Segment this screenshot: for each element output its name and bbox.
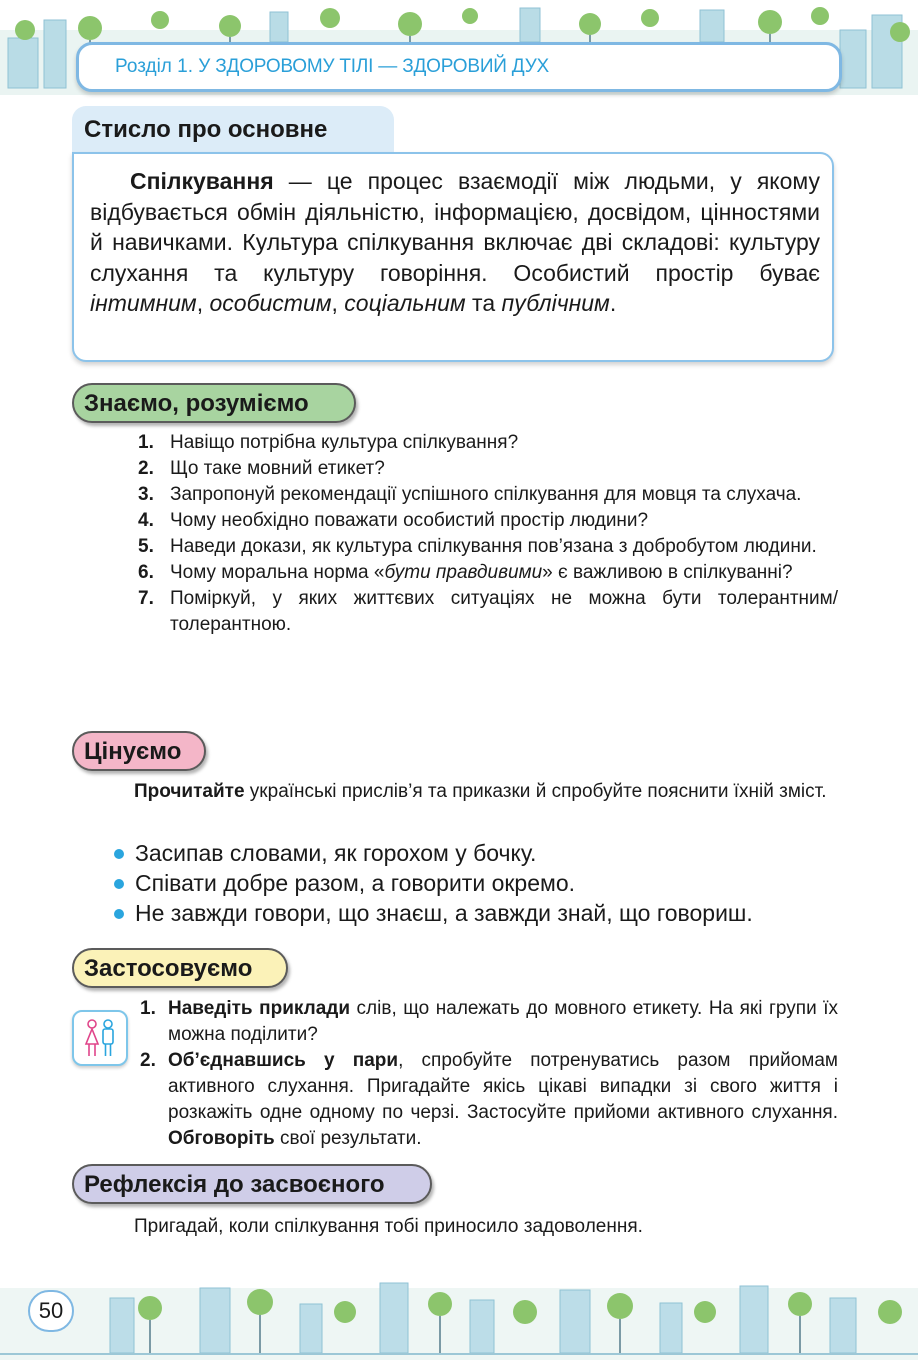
summary-end: .: [609, 290, 617, 316]
proverb-item: [110, 898, 850, 928]
bullet-icon: [114, 879, 124, 889]
section-apply-heading: [72, 948, 288, 988]
item-text: , спробуйте потренуватись разом прийомам активного слухання. Пригадайте якісь цікаві випадки зі свого життя і розкажіть одне одному по черзі. Застосуйте прийоми активного слухання.: [168, 1050, 838, 1123]
item-text: Чому необхідно поважати особистий простір людини?: [170, 510, 649, 531]
term-public: публічним: [501, 290, 610, 316]
item-number: 5.: [138, 536, 154, 557]
item-text: Що таке мовний етикет?: [170, 458, 385, 479]
summary-sep: ,: [331, 290, 345, 316]
list-item: [140, 1048, 838, 1152]
summary-term: Спілкування: [130, 168, 274, 194]
summary-heading-tab: [72, 106, 394, 154]
item-number: 6.: [138, 562, 154, 583]
summary-box: [72, 152, 834, 362]
proverb-text: Засипав словами, як горохом у бочку.: [135, 840, 537, 866]
pair-work-icon: [72, 1010, 128, 1066]
term-social: соціальним: [344, 290, 466, 316]
term-intimate: інтимним: [90, 290, 197, 316]
item-number: 2.: [138, 458, 154, 479]
list-item: [138, 508, 838, 534]
section-know-heading: [72, 383, 356, 423]
summary-sep: та: [465, 290, 502, 316]
item-text-italic: бути правдивими: [384, 562, 543, 583]
section-value-title: Цінуємо: [84, 738, 182, 765]
item-text: » є важливою в спілкуванні?: [542, 562, 793, 583]
list-item: [140, 996, 838, 1048]
item-number: 3.: [138, 484, 154, 505]
summary-title: Стисло про основне: [84, 116, 328, 143]
instruction-text: українські прислів’я та приказки й спробуйте пояснити їхній зміст.: [244, 781, 827, 802]
list-item: [138, 586, 838, 638]
item-text: слів, що належать до мовного етикету. На які групи їх можна поділити?: [168, 998, 838, 1045]
term-personal: особистим: [209, 290, 332, 316]
section-apply-title: Застосовуємо: [84, 955, 253, 982]
item-number: 1.: [138, 432, 154, 453]
apply-tasks-list: [140, 996, 838, 1152]
chapter-header: [76, 42, 842, 92]
item-text-bold: Обговоріть: [168, 1128, 275, 1149]
item-number: 4.: [138, 510, 154, 531]
item-text: Поміркуй, у яких життєвих ситуаціях не можна бути толерантним/толерантною.: [170, 588, 838, 635]
section-reflection-heading: [72, 1164, 432, 1204]
item-text: Навіщо потрібна культура спілкування?: [170, 432, 519, 453]
list-item: [138, 456, 838, 482]
list-item: [138, 560, 838, 586]
item-text: Чому моральна норма «: [170, 562, 385, 583]
value-instruction: [134, 779, 838, 805]
item-text: свої результати.: [274, 1128, 422, 1149]
instruction-verb: Прочитайте: [134, 781, 245, 802]
list-item: [138, 534, 838, 560]
item-text: Наведи докази, як культура спілкування пов’язана з добробутом людини.: [170, 536, 817, 557]
item-text-bold: Наведіть приклади: [168, 998, 351, 1019]
summary-text-part: — це процес взаємодії між людьми, у якому відбувається обмін діяльністю, інформацією, досвідом, цінностями й навичками. Культура спілкування включає дві складові: культуру слухання та культуру говоріння. Особистий простір буває: [90, 168, 820, 286]
proverb-text: Співати добре разом, а говорити окремо.: [135, 870, 575, 896]
list-item: [138, 430, 838, 456]
reflection-text: Пригадай, коли спілкування тобі приносило задоволення.: [134, 1216, 643, 1237]
bullet-icon: [114, 849, 124, 859]
summary-text: [90, 166, 820, 319]
item-text: Запропонуй рекомендації успішного спілкування для мовця та слухача.: [170, 484, 802, 505]
chapter-name: У ЗДОРОВОМУ ТІЛІ — ЗДОРОВИЙ ДУХ: [198, 56, 550, 77]
section-value-heading: [72, 731, 206, 771]
item-number: 1.: [140, 998, 156, 1019]
item-number: 7.: [138, 588, 154, 609]
item-text-bold: Об’єднавшись у пари: [168, 1050, 399, 1071]
proverb-item: [110, 868, 850, 898]
proverb-item: [110, 838, 850, 868]
section-reflection-title: Рефлексія до засвоєного: [84, 1171, 385, 1198]
page-number: 50: [28, 1290, 74, 1332]
section-know-title: Знаємо, розуміємо: [84, 390, 309, 417]
item-number: 2.: [140, 1050, 156, 1071]
city-decoration-bottom: [0, 1268, 918, 1360]
proverbs-list: [110, 838, 850, 928]
summary-sep: ,: [196, 290, 210, 316]
chapter-label: Розділ 1.: [115, 56, 194, 77]
proverb-text: Не завжди говори, що знаєш, а завжди знай, що говориш.: [135, 900, 753, 926]
bullet-icon: [114, 909, 124, 919]
questions-list: [138, 430, 838, 638]
chapter-title: [115, 56, 549, 78]
list-item: [138, 482, 838, 508]
